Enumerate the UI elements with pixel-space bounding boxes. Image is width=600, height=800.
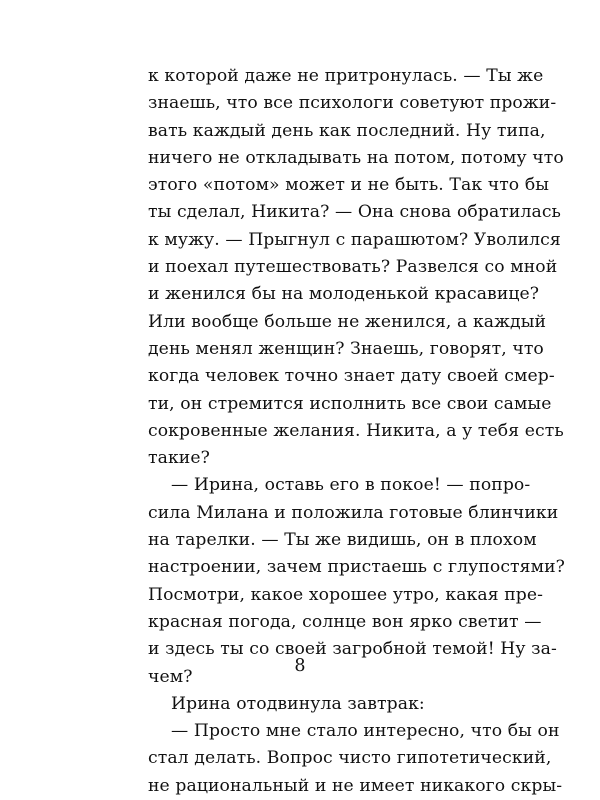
text-line: чем? [148,666,193,687]
text-line: настроении, зачем пристаешь с глупостями? [148,557,565,578]
text-line: к которой даже не притронулась. — Ты же [148,66,544,86]
text-line: и поехал путешествовать? Развелся со мной [148,257,558,278]
page-number: 8 [294,656,306,676]
text-line: этого «потом» может и не быть. Так что бы [148,175,550,196]
text-line: не рациональный и не имеет никакого скры- [148,775,563,796]
text-line: ничего не откладывать на потом, потому что [148,147,564,168]
text-line: — Просто мне стало интересно, что бы он [171,721,560,742]
text-line: день менял женщин? Знаешь, говорят, что [148,338,544,359]
text-line: ты сделал, Никита? — Она снова обратилась [148,202,561,223]
text-line: Или вообще больше не женился, а каждый [148,311,547,332]
text-line: Ирина отодвинула завтрак: [171,693,425,714]
text-line: Посмотри, какое хорошее утро, какая пре- [148,584,544,605]
text-line: когда человек точно знает дату своей смер- [148,366,555,387]
text-line: ти, он стремится исполнить все свои самые [148,393,552,414]
text-line: на тарелки. — Ты же видишь, он в плохом [148,530,537,551]
text-line: и здесь ты со своей загробной темой! Ну за- [148,639,557,660]
text-line: красная погода, солнце вон ярко светит — [148,611,542,632]
body-text [148,63,565,800]
text-line: вать каждый день как последний. Ну типа, [148,120,546,141]
text-line: сила Милана и положила готовые блинчики [148,502,559,523]
text-line: стал делать. Вопрос чисто гипотетический, [148,748,552,769]
text-line: к мужу. — Прыгнул с парашютом? Уволился [148,229,561,250]
text-line: такие? [148,448,210,469]
text-line: и женился бы на молоденькой красавице? [148,284,540,305]
text-line: сокровенные желания. Никита, а у тебя есть [148,420,564,441]
text-line: знаешь, что все психологи советуют прожи- [148,93,557,114]
text-line: — Ирина, оставь его в покое! — попро- [171,475,531,496]
